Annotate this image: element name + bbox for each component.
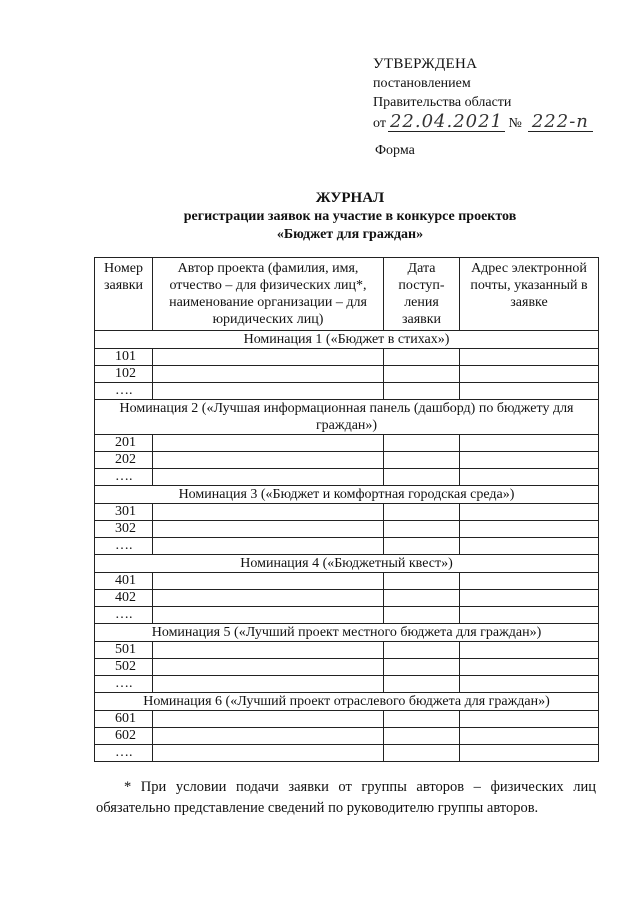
approval-from-label: от — [373, 116, 386, 131]
table-row — [95, 349, 599, 366]
application-number: 502 — [95, 659, 153, 676]
email-cell — [460, 642, 599, 659]
nomination-title: Номинация 2 («Лучшая информационная панель (дашборд) по бюджету для граждан») — [95, 400, 599, 435]
date-cell — [384, 745, 460, 762]
date-cell — [384, 366, 460, 383]
nomination-title: Номинация 6 («Лучший проект отраслевого бюджета для граждан») — [95, 693, 599, 711]
author-cell — [153, 366, 384, 383]
date-cell — [384, 573, 460, 590]
document-subtitle-2: «Бюджет для граждан» — [276, 227, 424, 242]
application-number: 401 — [95, 573, 153, 590]
journal-table — [94, 257, 599, 762]
date-cell — [384, 607, 460, 624]
author-cell — [153, 711, 384, 728]
email-cell — [460, 728, 599, 745]
date-cell — [384, 642, 460, 659]
email-cell — [460, 469, 599, 486]
email-cell — [460, 745, 599, 762]
application-number: 102 — [95, 366, 153, 383]
email-cell — [460, 573, 599, 590]
application-number: 301 — [95, 504, 153, 521]
email-cell — [460, 349, 599, 366]
approval-line-2: Правительства области — [373, 95, 512, 110]
email-cell — [460, 452, 599, 469]
author-cell — [153, 659, 384, 676]
table-row — [95, 711, 599, 728]
application-number: 302 — [95, 521, 153, 538]
date-cell — [384, 728, 460, 745]
author-cell — [153, 538, 384, 555]
email-cell — [460, 590, 599, 607]
author-cell — [153, 469, 384, 486]
table-row — [95, 504, 599, 521]
table-row — [95, 452, 599, 469]
date-cell — [384, 659, 460, 676]
nomination-title: Номинация 3 («Бюджет и комфортная городская среда») — [95, 486, 599, 504]
table-row — [95, 676, 599, 693]
author-cell — [153, 728, 384, 745]
author-cell — [153, 452, 384, 469]
application-number: …. — [95, 383, 153, 400]
header-number: Номер заявки — [95, 258, 153, 331]
nomination-title: Номинация 1 («Бюджет в стихах») — [95, 331, 599, 349]
author-cell — [153, 676, 384, 693]
date-cell — [384, 383, 460, 400]
author-cell — [153, 349, 384, 366]
date-cell — [384, 435, 460, 452]
document-subtitle-1: регистрации заявок на участие в конкурсе проектов — [183, 209, 517, 224]
table-row — [95, 366, 599, 383]
author-cell — [153, 383, 384, 400]
email-cell — [460, 607, 599, 624]
form-label: Форма — [375, 143, 415, 158]
header-date: Дата поступ-ления заявки — [384, 258, 460, 331]
table-row — [95, 642, 599, 659]
email-cell — [460, 538, 599, 555]
table-row — [95, 469, 599, 486]
table-row — [95, 521, 599, 538]
document-title: ЖУРНАЛ — [315, 190, 385, 206]
application-number: 402 — [95, 590, 153, 607]
footnote: * При условии подачи заявки от группы авторов – физических лиц обязательно представление сведений по руководителю группы авторов. — [96, 779, 596, 816]
date-cell — [384, 538, 460, 555]
date-cell — [384, 504, 460, 521]
email-cell — [460, 383, 599, 400]
header-email: Адрес электронной почты, указанный в заявке — [460, 258, 599, 331]
date-cell — [384, 711, 460, 728]
approval-date-line — [373, 112, 593, 133]
table-row — [95, 607, 599, 624]
journal-body — [95, 331, 599, 762]
date-cell — [384, 469, 460, 486]
application-number: 501 — [95, 642, 153, 659]
author-cell — [153, 590, 384, 607]
author-cell — [153, 607, 384, 624]
nomination-row — [95, 555, 599, 573]
email-cell — [460, 659, 599, 676]
table-row — [95, 538, 599, 555]
email-cell — [460, 711, 599, 728]
application-number: …. — [95, 745, 153, 762]
application-number: …. — [95, 676, 153, 693]
author-cell — [153, 642, 384, 659]
table-header-row — [95, 258, 599, 331]
application-number: 602 — [95, 728, 153, 745]
email-cell — [460, 504, 599, 521]
nomination-title: Номинация 5 («Лучший проект местного бюджета для граждан») — [95, 624, 599, 642]
application-number: 202 — [95, 452, 153, 469]
email-cell — [460, 435, 599, 452]
nomination-row — [95, 331, 599, 349]
author-cell — [153, 504, 384, 521]
application-number: 201 — [95, 435, 153, 452]
author-cell — [153, 435, 384, 452]
approval-line-1: постановлением — [373, 76, 471, 91]
nomination-row — [95, 486, 599, 504]
email-cell — [460, 676, 599, 693]
table-row — [95, 659, 599, 676]
application-number: 101 — [95, 349, 153, 366]
approval-block — [373, 55, 593, 133]
author-cell — [153, 521, 384, 538]
email-cell — [460, 366, 599, 383]
handwritten-date: 22.04.2021 — [389, 111, 503, 132]
table-row — [95, 573, 599, 590]
author-cell — [153, 573, 384, 590]
nomination-row — [95, 693, 599, 711]
date-cell — [384, 521, 460, 538]
table-row — [95, 728, 599, 745]
nomination-row — [95, 624, 599, 642]
nomination-title: Номинация 4 («Бюджетный квест») — [95, 555, 599, 573]
handwritten-number: 222-п — [528, 112, 593, 132]
nomination-row — [95, 400, 599, 435]
date-cell — [384, 452, 460, 469]
application-number: …. — [95, 469, 153, 486]
date-cell — [384, 676, 460, 693]
application-number: …. — [95, 538, 153, 555]
approval-heading: УТВЕРЖДЕНА — [373, 56, 478, 72]
date-cell — [384, 590, 460, 607]
application-number: 601 — [95, 711, 153, 728]
email-cell — [460, 521, 599, 538]
table-row — [95, 590, 599, 607]
number-sign: № — [508, 116, 522, 131]
table-row — [95, 383, 599, 400]
header-author: Автор проекта (фамилия, имя, отчество – для физических лиц*, наименование организации – для юридических лиц) — [153, 258, 384, 331]
date-cell — [384, 349, 460, 366]
application-number: …. — [95, 607, 153, 624]
table-row — [95, 435, 599, 452]
table-row — [95, 745, 599, 762]
author-cell — [153, 745, 384, 762]
